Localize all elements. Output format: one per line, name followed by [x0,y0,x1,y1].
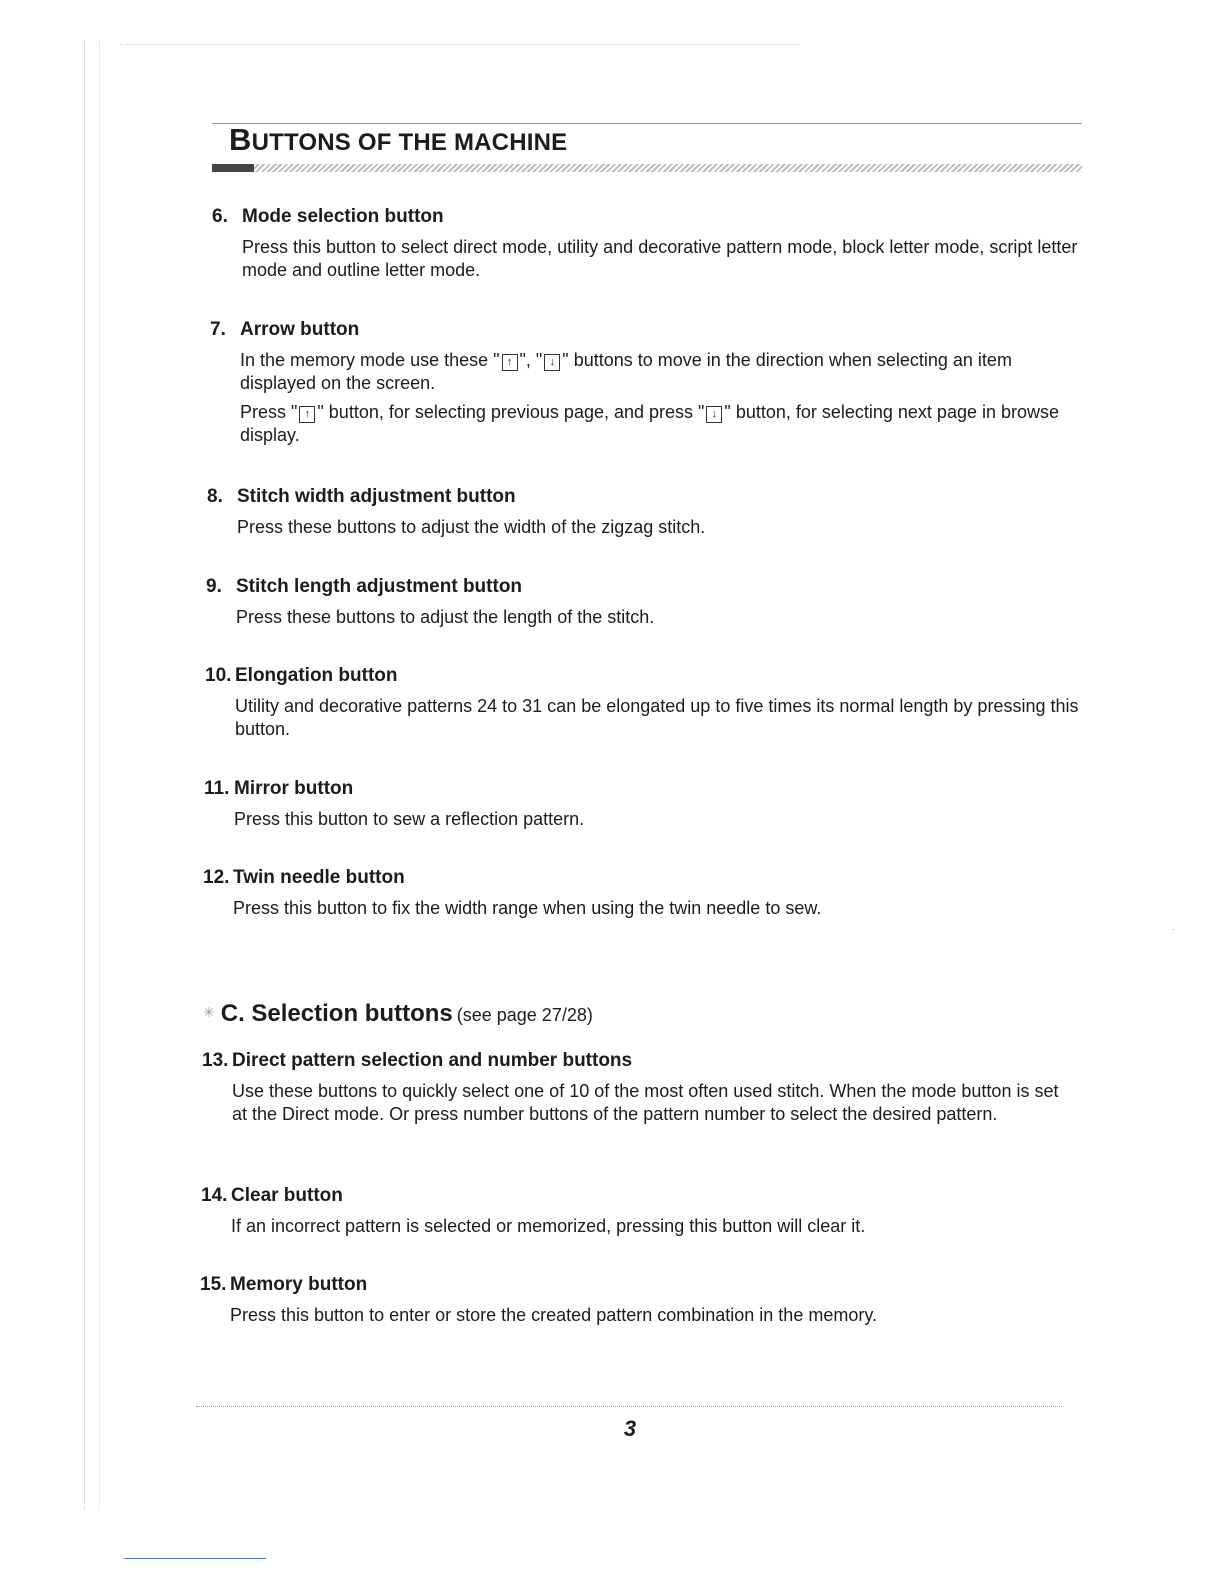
item-memory: 15. Memory button Press this button to enter or store the created pattern combination in the memory. [200,1274,877,1325]
scan-speck: · [1172,924,1175,934]
arrow-paragraph-1: In the memory mode use these " ↑ ", " ↓ " buttons to move in the direction when selecting an item displayed on the screen. [240,350,1012,393]
item-stitch-width: 8. Stitch width adjustment button Press these buttons to adjust the width of the zigzag stitch. [207,486,706,537]
item-mode-selection: 6. Mode selection button Press this button to select direct mode, utility and decorative pattern mode, block letter mode, script letter mode and outline letter mode. [212,206,1078,280]
scan-noise-artifact [120,44,800,47]
bullet-mark-icon: ✳ [203,1004,215,1020]
item-mirror: 11. Mirror button Press this button to sew a reflection pattern. [204,778,585,829]
item-clear: 14. Clear button If an incorrect pattern is selected or memorized, pressing this button will clear it. [201,1185,866,1236]
title-underline-marker [212,164,254,172]
arrow-down-icon: ↓ [544,354,560,371]
item-arrow-button: 7. Arrow button In the memory mode use these " ↑ ", " ↓ " buttons to move in the direction when selecting an item displayed on the screen. Press " ↑ " button, for selecting previous page, and press " ↓ " button, for selecting next page in browse display. [210,319,1082,453]
item-stitch-length: 9. Stitch length adjustment button Press these buttons to adjust the length of the stitch. [206,576,655,627]
section-c-heading: ✳ C. Selection buttons (see page 27/28) [203,1000,593,1027]
footer-rule [196,1406,1062,1407]
page-title: BUTTONS OF THE MACHINE [229,122,568,157]
item-twin-needle: 12. Twin needle button Press this button to fix the width range when using the twin needle to sew. [203,867,822,918]
item-direct-pattern: 13. Direct pattern selection and number buttons Use these buttons to quickly select one of 10 of the most often used stitch. When the mode button is set at the Direct mode. Or press number buttons of the pattern number to select the desired pattern. [202,1050,1059,1124]
arrow-down-icon: ↓ [706,406,722,423]
arrow-up-icon: ↑ [502,354,518,371]
title-underline-bar [212,164,1082,172]
arrow-up-icon: ↑ [299,406,315,423]
page-number: 3 [623,1416,637,1441]
bottom-edge-line [124,1558,266,1559]
arrow-paragraph-2: Press " ↑ " button, for selecting previous page, and press " ↓ " button, for selecting next page in browse display. [240,402,1060,445]
item-elongation: 10. Elongation button Utility and decorative patterns 24 to 31 can be elongated up to five times its normal length by pressing this button. [205,665,1079,739]
scan-edge-artifact [84,40,100,1510]
